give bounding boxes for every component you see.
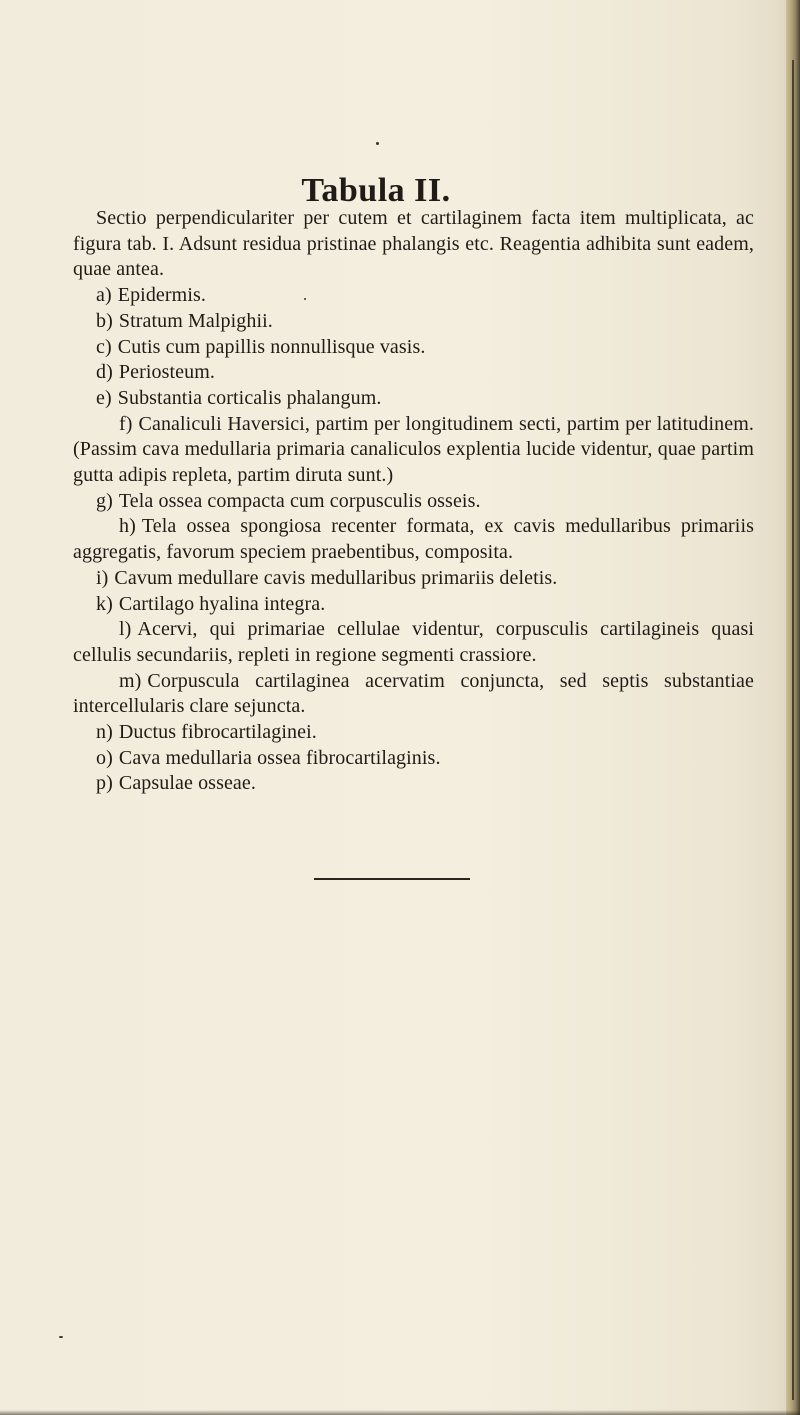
legend-item-g bbox=[73, 489, 754, 515]
legend-item-h bbox=[73, 514, 754, 565]
legend-item-text: Tela ossea spongiosa recenter formata, ex cavis medullaribus primariis aggregatis, favorum speciem praebentibus, composita. bbox=[73, 515, 754, 564]
legend-item-label: b) bbox=[96, 309, 113, 332]
legend-item-text: Corpuscula cartilaginea acervatim conjuncta, sed septis substantiae intercellularis clare sejuncta. bbox=[73, 669, 754, 718]
binding-shadow-line bbox=[792, 60, 794, 1400]
legend-item-text: Epidermis. bbox=[117, 284, 206, 307]
legend-item-text: Periosteum. bbox=[118, 361, 215, 384]
legend-item-label: n) bbox=[96, 721, 113, 744]
legend-item-label: m) bbox=[119, 669, 142, 692]
legend-item-text: Cavum medullare cavis medullaribus primariis deletis. bbox=[114, 566, 558, 589]
legend-item-f bbox=[73, 412, 754, 489]
legend-item-text: Cava medullaria ossea fibrocartilaginis. bbox=[118, 746, 441, 769]
legend-item-text: Ductus fibrocartilaginei. bbox=[118, 721, 317, 744]
legend-item-text: Stratum Malpighii. bbox=[118, 309, 273, 332]
legend-item-e bbox=[73, 386, 754, 412]
legend-item-p bbox=[73, 771, 754, 797]
legend-item-text: Cartilago hyalina integra. bbox=[118, 592, 326, 615]
legend-item-o bbox=[73, 746, 754, 772]
legend-item-label: h) bbox=[119, 515, 136, 538]
legend-item-i bbox=[73, 566, 754, 592]
figure-legend bbox=[73, 206, 754, 797]
legend-item-label: a) bbox=[96, 284, 112, 307]
legend-item-c bbox=[73, 335, 754, 361]
legend-item-text: Acervi, qui primariae cellulae videntur, corpusculis cartilagineis quasi cellulis secundariis, repleti in regione segmenti crassiore. bbox=[73, 618, 754, 666]
closing-rule bbox=[314, 878, 470, 880]
legend-item-label: c) bbox=[96, 335, 112, 358]
legend-item-label: g) bbox=[96, 489, 113, 512]
legend-item-label: d) bbox=[96, 361, 113, 384]
legend-item-b bbox=[73, 309, 754, 335]
legend-item-k bbox=[73, 592, 754, 618]
legend-item-label: k) bbox=[96, 592, 113, 615]
legend-item-label: e) bbox=[96, 386, 112, 409]
legend-item-label: p) bbox=[96, 772, 113, 795]
page-bottom-edge bbox=[0, 1410, 800, 1415]
legend-item-d bbox=[73, 360, 754, 386]
intro-paragraph: Sectio perpendiculariter per cutem et cartilaginem facta item multiplicata, ac figura tab. I. Adsunt residua pristinae phalangis etc. Reagentia adhibita sunt eadem, quae antea. bbox=[73, 207, 754, 281]
legend-item-label: i) bbox=[96, 566, 109, 589]
legend-item-n bbox=[73, 720, 754, 746]
ink-speck bbox=[59, 1336, 63, 1338]
legend-item-text: Canaliculi Haversici, partim per longitudinem secti, partim per latitudinem. (Passim cava medullaria primaria canaliculos explentia lucide videntur, quae partim gutta adipis repleta, partim diruta sunt.) bbox=[73, 412, 754, 487]
ink-speck bbox=[376, 142, 379, 145]
legend-item-text: Tela ossea compacta cum corpusculis osseis. bbox=[118, 489, 481, 512]
legend-item-text: Substantia corticalis phalangum. bbox=[117, 386, 382, 409]
legend-item-label: o) bbox=[96, 746, 113, 769]
legend-item-l bbox=[73, 617, 754, 668]
page-title: Tabula II. bbox=[301, 171, 451, 209]
legend-item-m bbox=[73, 669, 754, 720]
legend-item-label: f) bbox=[119, 412, 133, 435]
legend-item-a bbox=[73, 283, 754, 309]
legend-item-text: Capsulae osseae. bbox=[118, 772, 256, 795]
legend-item-label: l) bbox=[119, 618, 132, 641]
legend-item-text: Cutis cum papillis nonnullisque vasis. bbox=[117, 335, 426, 358]
